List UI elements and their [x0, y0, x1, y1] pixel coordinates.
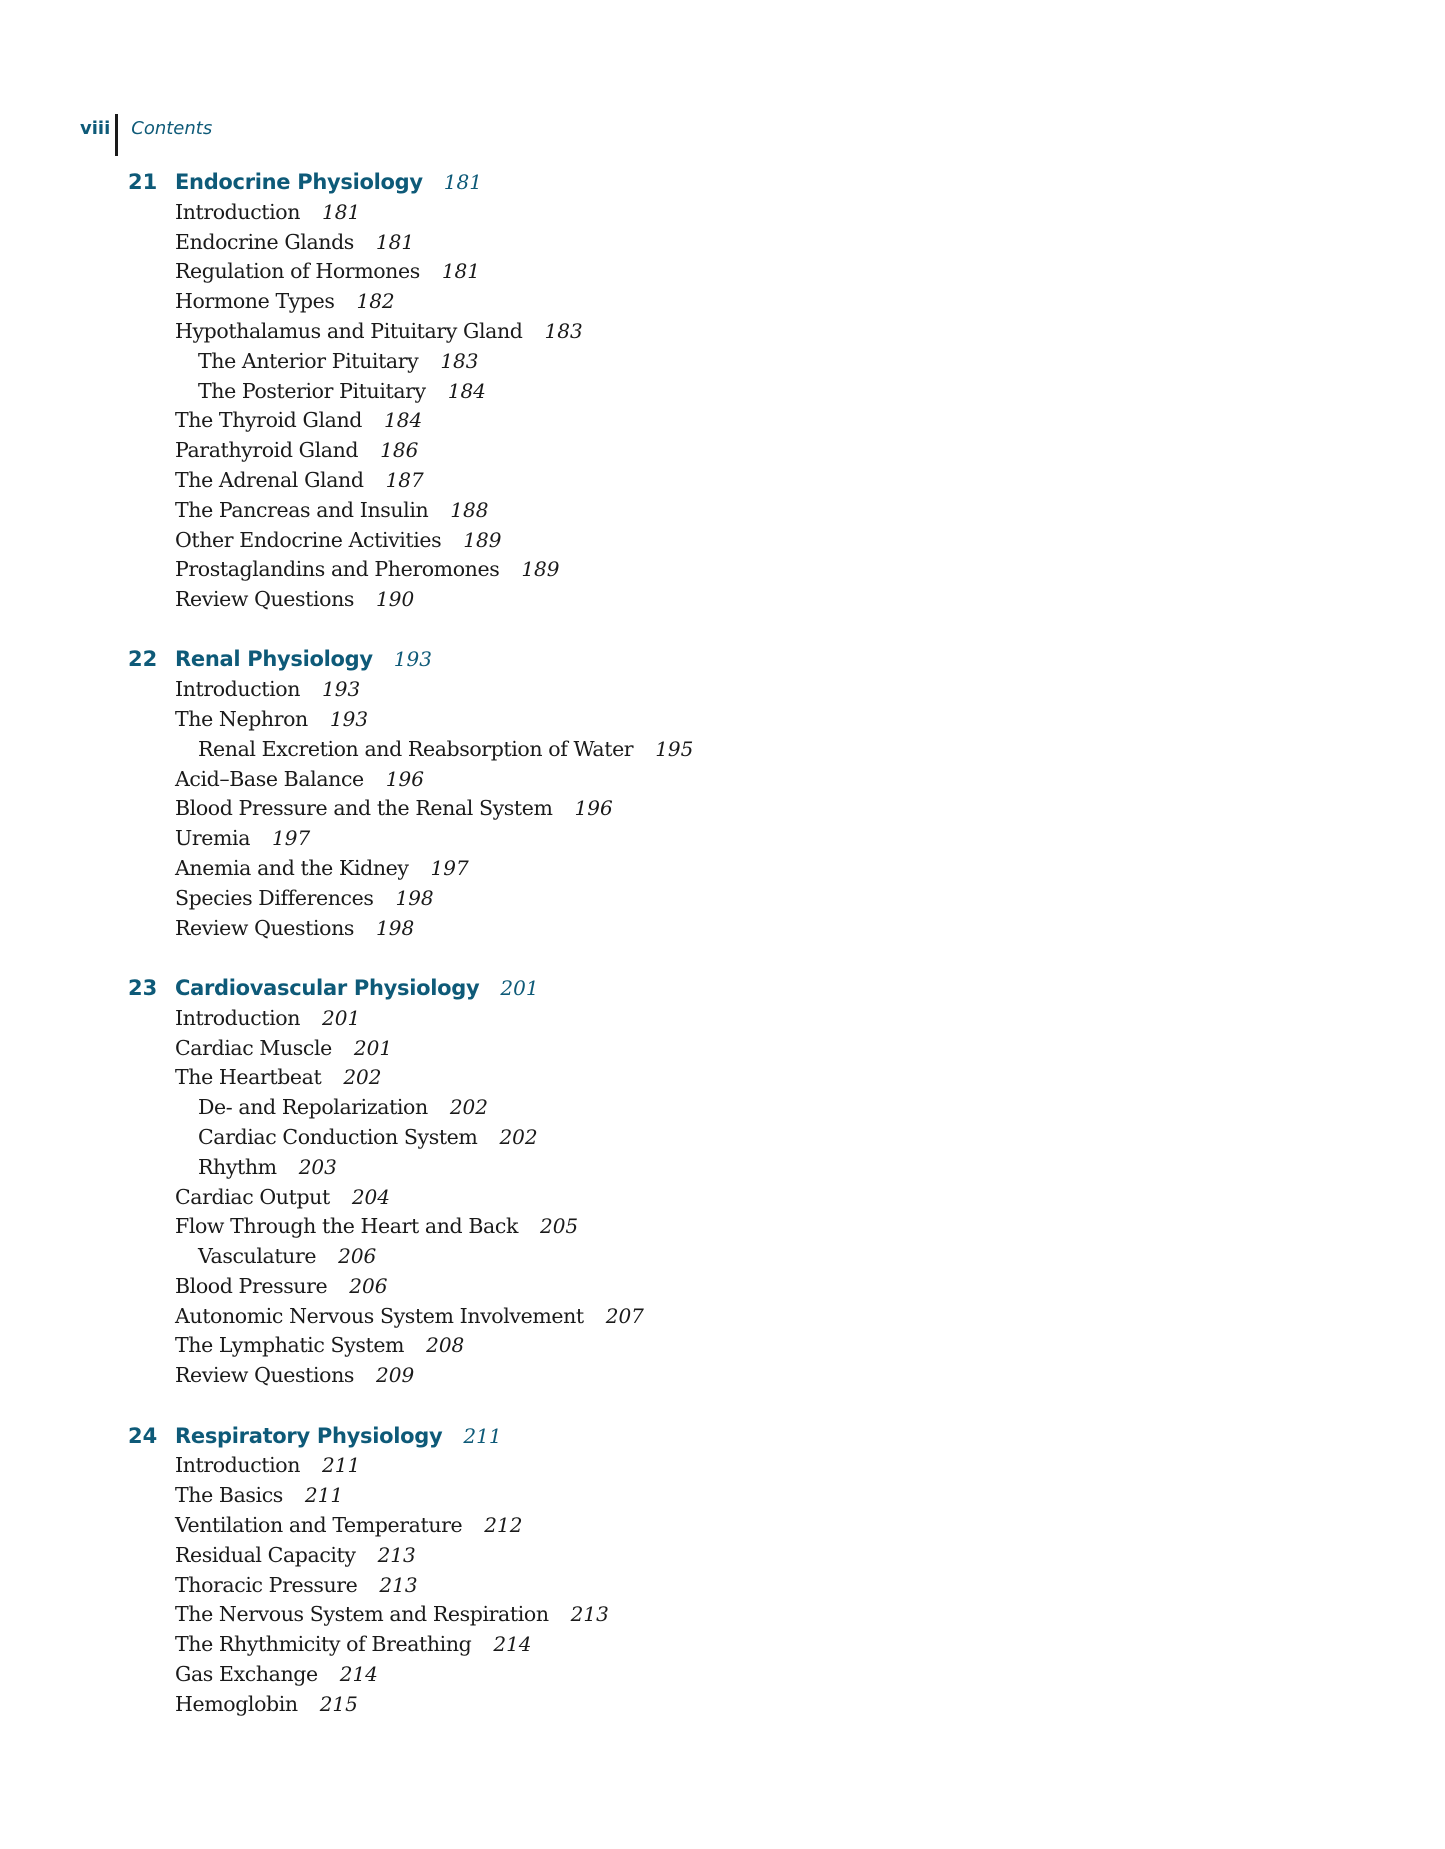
toc-entry[interactable]: [128, 1541, 1328, 1571]
entry-title: Species Differences: [175, 885, 374, 910]
chapter-number: 24: [128, 1423, 158, 1448]
toc-entry[interactable]: [128, 1600, 1328, 1630]
chapter-title: Respiratory Physiology: [175, 1423, 443, 1448]
entry-title: Endocrine Glands: [175, 229, 354, 254]
entry-page-number: 188: [450, 497, 489, 522]
toc-entry[interactable]: [128, 1660, 1328, 1690]
chapter-number: 22: [128, 647, 158, 672]
chapter-section: [128, 168, 1328, 615]
chapter-page-number: 211: [463, 1423, 502, 1448]
toc-entry[interactable]: [128, 884, 1328, 914]
running-head: [80, 114, 212, 156]
toc-entry[interactable]: [128, 466, 1328, 496]
entry-page-number: 197: [430, 856, 469, 881]
entry-page-number: 213: [377, 1542, 416, 1567]
entry-title: The Nephron: [175, 707, 308, 732]
entry-page-number: 202: [343, 1065, 382, 1090]
entry-title: Uremia: [175, 826, 251, 851]
toc-entry[interactable]: [128, 585, 1328, 615]
chapter-page-number: 193: [393, 647, 432, 672]
entry-title: The Lymphatic System: [175, 1333, 405, 1358]
chapter-number: 23: [128, 975, 158, 1000]
entry-title: Cardiac Muscle: [175, 1035, 332, 1060]
entry-page-number: 196: [574, 796, 613, 821]
entry-title: The Thyroid Gland: [175, 408, 362, 433]
toc-entry[interactable]: [128, 1630, 1328, 1660]
chapter-heading[interactable]: [128, 974, 1328, 1004]
entry-title: The Anterior Pituitary: [198, 348, 419, 373]
toc-subentry[interactable]: [128, 377, 1328, 407]
entry-title: The Basics: [175, 1483, 283, 1508]
toc-entry[interactable]: [128, 1034, 1328, 1064]
entry-page-number: 193: [329, 707, 369, 732]
entry-title: Regulation of Hormones: [175, 259, 420, 284]
entry-title: Prostaglandins and Pheromones: [175, 557, 500, 582]
entry-title: The Heartbeat: [175, 1065, 322, 1090]
entry-page-number: 213: [570, 1602, 609, 1627]
toc-subentry[interactable]: [128, 1093, 1328, 1123]
toc-subentry[interactable]: [128, 347, 1328, 377]
entry-page-number: 186: [380, 438, 419, 463]
entry-title: The Nervous System and Respiration: [175, 1602, 549, 1627]
entry-page-number: 182: [356, 289, 395, 314]
entry-title: Parathyroid Gland: [175, 438, 359, 463]
entry-page-number: 197: [272, 826, 311, 851]
entry-title: Thoracic Pressure: [175, 1572, 358, 1597]
entry-title: Rhythm: [198, 1154, 277, 1179]
toc-entry[interactable]: [128, 406, 1328, 436]
toc-entry[interactable]: [128, 1511, 1328, 1541]
chapter-heading[interactable]: [128, 1422, 1328, 1452]
toc-entry[interactable]: [128, 1361, 1328, 1391]
entry-page-number: 215: [319, 1691, 358, 1716]
page-number: viii: [80, 118, 111, 139]
entry-title: Vasculature: [198, 1244, 317, 1269]
chapter-title: Endocrine Physiology: [175, 170, 423, 194]
toc-entry[interactable]: [128, 914, 1328, 944]
entry-title: Review Questions: [175, 1363, 355, 1388]
entry-title: Blood Pressure and the Renal System: [175, 796, 553, 821]
toc-entry[interactable]: [128, 854, 1328, 884]
toc-entry[interactable]: [128, 436, 1328, 466]
entry-page-number: 196: [385, 766, 424, 791]
entry-page-number: 198: [376, 915, 415, 940]
entry-title: Ventilation and Temperature: [175, 1512, 463, 1537]
entry-page-number: 181: [322, 199, 361, 224]
entry-page-number: 202: [499, 1124, 538, 1149]
chapter-heading[interactable]: [128, 168, 1328, 198]
entry-title: De- and Repolarization: [198, 1095, 428, 1120]
entry-page-number: 183: [544, 318, 583, 343]
entry-title: The Adrenal Gland: [175, 467, 364, 492]
toc-entry[interactable]: [128, 1481, 1328, 1511]
entry-page-number: 203: [298, 1154, 337, 1179]
toc-entry[interactable]: [128, 824, 1328, 854]
toc-entry[interactable]: [128, 765, 1328, 795]
entry-page-number: 206: [349, 1273, 388, 1298]
toc-entry[interactable]: [128, 228, 1328, 258]
entry-title: Introduction: [175, 677, 301, 702]
entry-page-number: 198: [395, 885, 434, 910]
running-head-title: Contents: [131, 118, 213, 139]
entry-page-number: 189: [521, 557, 560, 582]
toc-entry[interactable]: [128, 257, 1328, 287]
entry-title: Blood Pressure: [175, 1273, 328, 1298]
entry-title: The Rhythmicity of Breathing: [175, 1632, 472, 1657]
toc-entry[interactable]: [128, 705, 1328, 735]
entry-title: Residual Capacity: [175, 1542, 356, 1567]
entry-page-number: 201: [322, 1005, 361, 1030]
entry-page-number: 195: [655, 736, 694, 761]
entry-page-number: 187: [385, 467, 424, 492]
entry-page-number: 181: [441, 259, 481, 284]
toc-entry[interactable]: [128, 1272, 1328, 1302]
entry-title: Anemia and the Kidney: [175, 856, 409, 881]
entry-page-number: 206: [338, 1244, 377, 1269]
entry-page-number: 193: [322, 677, 361, 702]
chapter-heading[interactable]: [128, 645, 1328, 675]
chapter-page-number: 201: [500, 975, 539, 1000]
entry-title: Hypothalamus and Pituitary Gland: [175, 318, 523, 343]
toc-entry[interactable]: [128, 1063, 1328, 1093]
entry-page-number: 181: [375, 229, 415, 254]
entry-title: Introduction: [175, 199, 301, 224]
chapter-section: [128, 645, 1328, 943]
chapter-title: Renal Physiology: [175, 647, 373, 672]
toc-entry[interactable]: [128, 1302, 1328, 1332]
running-head-divider: [115, 114, 118, 156]
entry-page-number: 205: [539, 1214, 579, 1239]
toc-entry[interactable]: [128, 1690, 1328, 1720]
entry-title: Hormone Types: [175, 289, 335, 314]
entry-title: Acid–Base Balance: [175, 766, 364, 791]
entry-page-number: 209: [376, 1363, 415, 1388]
entry-title: The Pancreas and Insulin: [175, 497, 429, 522]
toc-entry[interactable]: [128, 794, 1328, 824]
toc-entry[interactable]: [128, 1571, 1328, 1601]
entry-title: The Posterior Pituitary: [198, 378, 426, 403]
toc-entry[interactable]: [128, 496, 1328, 526]
entry-page-number: 207: [605, 1303, 644, 1328]
entry-page-number: 184: [447, 378, 486, 403]
table-of-contents: [128, 168, 1328, 1750]
entry-page-number: 201: [353, 1035, 393, 1060]
entry-page-number: 212: [484, 1512, 523, 1537]
entry-title: Flow Through the Heart and Back: [175, 1214, 518, 1239]
toc-entry[interactable]: [128, 526, 1328, 556]
toc-entry[interactable]: [128, 1183, 1328, 1213]
chapter-page-number: 181: [443, 170, 482, 194]
entry-page-number: 208: [426, 1333, 465, 1358]
entry-title: Cardiac Conduction System: [198, 1124, 478, 1149]
chapter-section: [128, 974, 1328, 1391]
entry-page-number: 189: [463, 527, 502, 552]
chapter-section: [128, 1422, 1328, 1720]
entry-title: Autonomic Nervous System Involvement: [175, 1303, 584, 1328]
entry-title: Introduction: [175, 1453, 301, 1478]
entry-page-number: 213: [379, 1572, 418, 1597]
entry-page-number: 190: [376, 587, 415, 612]
entry-title: Review Questions: [175, 915, 355, 940]
entry-page-number: 214: [339, 1661, 378, 1686]
toc-subentry[interactable]: [128, 1153, 1328, 1183]
entry-title: Gas Exchange: [175, 1661, 318, 1686]
chapter-number: 21: [128, 170, 158, 194]
toc-entry[interactable]: [128, 1451, 1328, 1481]
toc-subentry[interactable]: [128, 1242, 1328, 1272]
entry-title: Hemoglobin: [175, 1691, 298, 1716]
toc-entry[interactable]: [128, 1212, 1328, 1242]
entry-title: Other Endocrine Activities: [175, 527, 442, 552]
toc-subentry[interactable]: [128, 735, 1328, 765]
chapter-title: Cardiovascular Physiology: [175, 975, 480, 1000]
toc-entry[interactable]: [128, 317, 1328, 347]
toc-entry[interactable]: [128, 287, 1328, 317]
entry-page-number: 211: [322, 1453, 361, 1478]
toc-entry[interactable]: [128, 198, 1328, 228]
entry-title: Review Questions: [175, 587, 355, 612]
entry-page-number: 183: [440, 348, 479, 373]
entry-page-number: 184: [384, 408, 423, 433]
entry-page-number: 202: [449, 1095, 488, 1120]
entry-page-number: 214: [493, 1632, 532, 1657]
toc-entry[interactable]: [128, 1331, 1328, 1361]
toc-subentry[interactable]: [128, 1123, 1328, 1153]
entry-title: Introduction: [175, 1005, 301, 1030]
entry-page-number: 204: [351, 1184, 391, 1209]
entry-title: Renal Excretion and Reabsorption of Water: [198, 736, 634, 761]
toc-entry[interactable]: [128, 555, 1328, 585]
toc-entry[interactable]: [128, 675, 1328, 705]
entry-title: Cardiac Output: [175, 1184, 330, 1209]
toc-entry[interactable]: [128, 1004, 1328, 1034]
entry-page-number: 211: [304, 1483, 344, 1508]
